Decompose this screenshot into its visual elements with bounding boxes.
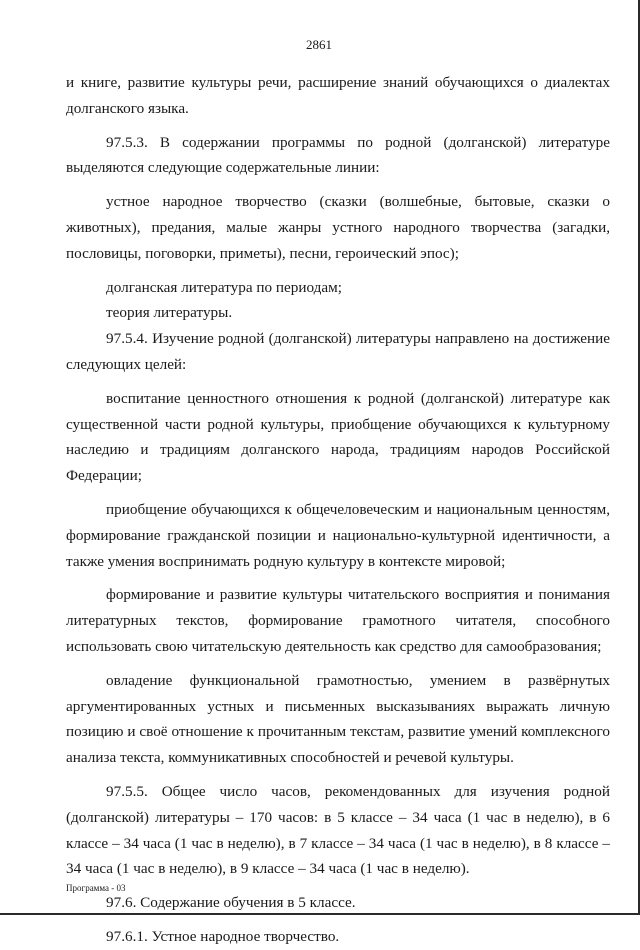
paragraph: 97.5.5. Общее число часов, рекомендованных для изучения родной (долганской) литературы – 170 часов: в 5 классе – 34 часа (1 час в неделю), в 6 классе – 34 часа (1 час в неделю), в 7 классе – 34 часа (1 час в неделю), в 8 классе – 34 часа (1 час в неделю), в 9 классе – 34 часа (1 час в неделю). — [66, 782, 610, 878]
paragraph: и книге, развитие культуры речи, расширение знаний обучающихся о диалектах долганского языка. — [66, 74, 610, 117]
paragraph: 97.5.4. Изучение родной (долганской) литературы направлено на достижение следующих целей: — [66, 330, 610, 373]
paragraph: 97.5.3. В содержании программы по родной (долганской) литературе выделяются следующие содержательные линии: — [66, 133, 610, 177]
page-number: 2861 — [306, 37, 332, 52]
footer-label: Программа - 03 — [66, 883, 126, 893]
paragraph: формирование и развитие культуры читательского восприятия и понимания литературных текстов, формирование грамотного читателя, способного использовать свою читательскую деятельность как средство для самообразования; — [66, 586, 610, 655]
paragraph: овладение функциональной грамотностью, умением в развёрнутых аргументированных устных и письменных высказываниях выражать личную позицию и своё отношение к прочитанным текстам, развитие умений комплексного анализа текста, коммуникативных способностей и речевой культуры. — [66, 671, 610, 767]
paragraph: устное народное творчество (сказки (волшебные, бытовые, сказки о животных), предания, малые жанры устного народного творчества (загадки, пословицы, поговорки, приметы), песни, героический эпос); — [66, 193, 610, 262]
paragraph: 97.6. Содержание обучения в 5 классе. — [106, 894, 356, 912]
paragraph: долганская литература по периодам; — [106, 278, 342, 296]
paragraph: воспитание ценностного отношения к родной (долганской) литературе как существенной части родной культуры, приобщение обучающихся к культурному наследию и традициям долганского народа, традициям народов Российской Федерации; — [66, 389, 610, 485]
paragraph: приобщение обучающихся к общечеловеческим и национальным ценностям, формирование гражданской позиции и национально-культурной идентичности, а также умения воспринимать родную культуру в контексте мировой; — [66, 500, 610, 570]
paragraph: теория литературы. — [106, 304, 233, 322]
document-body — [66, 70, 610, 950]
paragraph: 97.6.1. Устное народное творчество. — [106, 927, 340, 945]
